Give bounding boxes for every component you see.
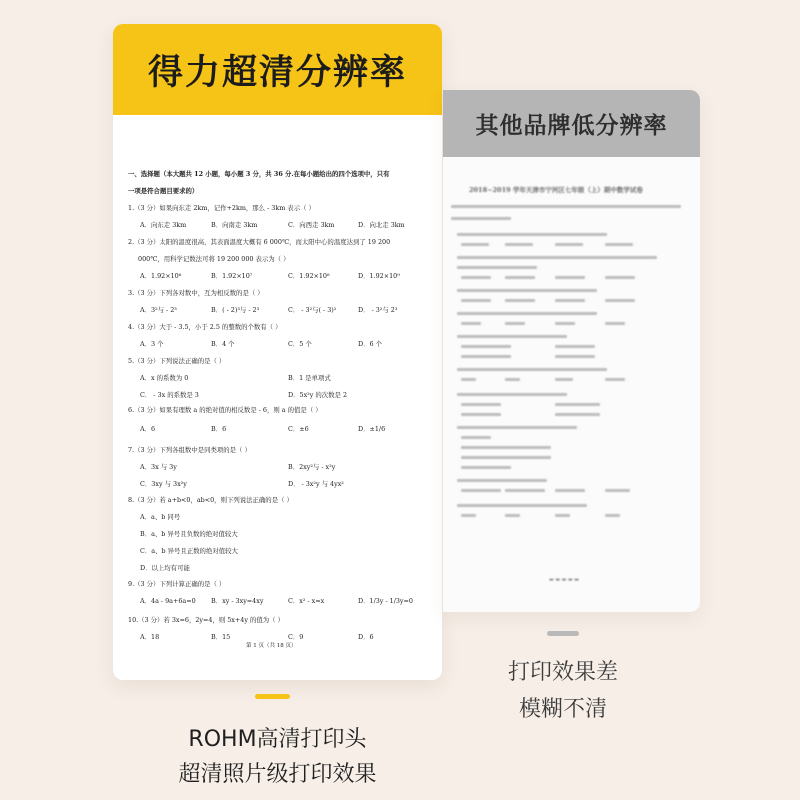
- question-1: 1.（3 分）如果向东走 2km，记作+2km，那么 - 3km 表示（ ）: [128, 204, 315, 212]
- blurred-text-line: [457, 426, 577, 429]
- q9-option-b: B．xy - 3xy=4xy: [211, 597, 264, 605]
- blurred-text-line: [461, 345, 511, 348]
- q7-option-c: C．3xy 与 3x²y: [140, 480, 187, 488]
- q10-option-d: D．6: [358, 633, 374, 641]
- blurred-text-line: [461, 456, 551, 459]
- question-5: 5.（3 分）下列说法正确的是（ ）: [128, 357, 226, 365]
- blurred-doc-title: 2018~2019 学年天津市宁河区七年级（上）期中数学试卷: [469, 186, 643, 194]
- blurred-text-line: [555, 413, 600, 416]
- blurred-text-line: [505, 378, 520, 381]
- section-title-line1: 一、选择题（本大题共 12 小题，每小题 3 分，共 36 分.在每小题给出的四个选项中，只有: [128, 170, 390, 178]
- page-footer: 第 1 页（共 18 页）: [246, 643, 297, 649]
- blurred-text-line: [505, 322, 525, 325]
- q3-option-d: D． - 3²与 2³: [358, 306, 398, 314]
- q2-option-d: D．1.92×10⁹: [358, 272, 400, 280]
- blurred-text-line: [555, 345, 595, 348]
- blurred-text-line: [555, 276, 585, 279]
- blurred-page-footer: ▬ ▬ ▬ ▬ ▬: [549, 577, 579, 583]
- blurred-text-line: [555, 378, 573, 381]
- blurred-text-line: [461, 243, 489, 246]
- blurred-text-line: [461, 355, 511, 358]
- q6-option-b: B．6: [211, 425, 227, 433]
- blurred-text-line: [457, 368, 607, 371]
- q2-option-a: A．1.92×10⁶: [140, 272, 182, 280]
- blurred-text-line: [457, 393, 567, 396]
- q5-option-c: C． - 3x 的系数是 3: [140, 391, 199, 399]
- q1-option-d: D．向北走 3km: [358, 221, 405, 229]
- blurred-text-line: [605, 243, 633, 246]
- right-accent-dash: [547, 631, 579, 636]
- blurred-text-line: [605, 276, 635, 279]
- blurred-text-line: [451, 217, 511, 220]
- blurred-text-line: [555, 514, 570, 517]
- q5-option-a: A．x 的系数为 0: [140, 374, 189, 382]
- question-7: 7.（3 分）下列各组数中是同类项的是（ ）: [128, 446, 251, 454]
- q8-option-b: B．a、b 异号且负数的绝对值较大: [140, 530, 238, 538]
- blurred-text-line: [461, 466, 511, 469]
- q3-option-b: B．( - 2)³与 - 2³: [211, 306, 260, 314]
- blurred-text-line: [605, 489, 630, 492]
- q7-option-b: B．2xy²与 - x²y: [288, 463, 336, 471]
- q9-option-c: C．x² - x=x: [288, 597, 325, 605]
- blurred-text-line: [457, 504, 587, 507]
- blurred-text-line: [555, 489, 585, 492]
- blurred-text-line: [461, 322, 481, 325]
- blurred-text-line: [605, 299, 635, 302]
- q10-option-a: A．18: [140, 633, 160, 641]
- q6-option-a: A．6: [140, 425, 156, 433]
- question-3: 3.（3 分）下列各对数中，互为相反数的是（ ）: [128, 289, 264, 297]
- q8-option-d: D．以上均有可能: [140, 564, 190, 572]
- q9-option-a: A．4a - 9a+6a=0: [140, 597, 196, 605]
- section-title-line2: 一项是符合题目要求的）: [128, 187, 199, 195]
- q4-option-d: D．6 个: [358, 340, 383, 348]
- blurred-text-line: [461, 403, 501, 406]
- left-caption-line2: 超清照片级打印效果: [178, 762, 377, 787]
- blurred-text-line: [505, 299, 535, 302]
- blurred-text-line: [457, 312, 597, 315]
- blurred-text-line: [555, 299, 585, 302]
- q5-option-b: B．1 是单项式: [288, 374, 331, 382]
- question-2-cont: 000℃，用科学记数法可将 19 200 000 表示为（ ）: [138, 255, 290, 263]
- blurred-text-line: [461, 514, 476, 517]
- blurred-text-line: [605, 378, 625, 381]
- blurred-text-line: [605, 322, 625, 325]
- question-2: 2.（3 分）太阳的温度很高，其表面温度大概有 6 000℃，而太阳中心的温度达到了 19 200: [128, 238, 391, 246]
- q8-option-a: A．a、b 同号: [140, 513, 181, 521]
- q5-option-d: D．5x²y 的次数是 2: [288, 391, 348, 399]
- q1-option-c: C．向西走 3km: [288, 221, 335, 229]
- q2-option-c: C．1.92×10⁸: [288, 272, 330, 280]
- q3-option-a: A．3²与 - 2³: [140, 306, 177, 314]
- blurred-text-line: [461, 378, 476, 381]
- question-4: 4.（3 分）大于 - 3.5，小于 2.5 的整数的个数有（ ）: [128, 323, 282, 331]
- low-res-sample-card: [443, 90, 700, 612]
- blurred-text-line: [555, 243, 583, 246]
- blurred-text-line: [461, 489, 501, 492]
- high-res-header: 得力超清分辨率: [113, 24, 442, 115]
- question-8: 8.（3 分）若 a+b<0，ab<0，则下列说法正确的是（ ）: [128, 496, 293, 504]
- q9-option-d: D．1/3y - 1/3y=0: [358, 597, 413, 605]
- left-accent-dash: [255, 694, 290, 699]
- blurred-text-line: [505, 489, 545, 492]
- blurred-text-line: [457, 233, 607, 236]
- q6-option-c: C．±6: [288, 425, 309, 433]
- blurred-text-line: [505, 514, 520, 517]
- low-res-header: 其他品牌低分辨率: [443, 90, 700, 157]
- blurred-text-line: [555, 355, 595, 358]
- blurred-text-line: [451, 205, 681, 208]
- blurred-text-line: [555, 403, 600, 406]
- q10-option-c: C．9: [288, 633, 304, 641]
- high-res-sample-card: [113, 24, 442, 680]
- blurred-text-line: [505, 276, 535, 279]
- blurred-text-line: [605, 514, 620, 517]
- blurred-text-line: [457, 289, 597, 292]
- q7-option-d: D． - 3x²y 与 4yx²: [288, 480, 344, 488]
- blurred-text-line: [505, 243, 533, 246]
- blurred-text-line: [457, 479, 547, 482]
- q7-option-a: A．3x 与 3y: [140, 463, 177, 471]
- right-caption-line2: 模糊不清: [518, 697, 607, 722]
- q3-option-c: C． - 3²与( - 3)²: [288, 306, 337, 314]
- q1-option-a: A．向东走 3km: [140, 221, 187, 229]
- blurred-text-line: [555, 322, 575, 325]
- blurred-text-line: [457, 335, 567, 338]
- q2-option-b: B．1.92×10⁷: [211, 272, 253, 280]
- blurred-text-line: [461, 413, 501, 416]
- q10-option-b: B．15: [211, 633, 231, 641]
- q1-option-b: B．向南走 3km: [211, 221, 258, 229]
- blurred-text-line: [461, 299, 491, 302]
- blurred-exam-page: [443, 157, 700, 612]
- blurred-text-line: [461, 436, 491, 439]
- question-9: 9.（3 分）下列计算正确的是（ ）: [128, 580, 226, 588]
- right-caption-line1: 打印效果差: [507, 660, 618, 685]
- blurred-text-line: [457, 256, 657, 259]
- question-6: 6.（3 分）如果有理数 a 的绝对值的相反数是 - 6，则 a 的值是（ ）: [128, 406, 322, 414]
- blurred-text-line: [457, 266, 537, 269]
- question-10: 10.（3 分）若 3x=6，2y=4，则 5x+4y 的值为（ ）: [128, 616, 284, 624]
- q6-option-d: D．±1/6: [358, 425, 386, 433]
- q8-option-c: C．a、b 异号且正数的绝对值较大: [140, 547, 238, 555]
- blurred-text-line: [461, 446, 551, 449]
- q4-option-b: B．4 个: [211, 340, 235, 348]
- blurred-text-line: [461, 276, 491, 279]
- q4-option-c: C．5 个: [288, 340, 312, 348]
- q4-option-a: A．3 个: [140, 340, 164, 348]
- left-caption-line1: ROHM高清打印头: [188, 727, 367, 752]
